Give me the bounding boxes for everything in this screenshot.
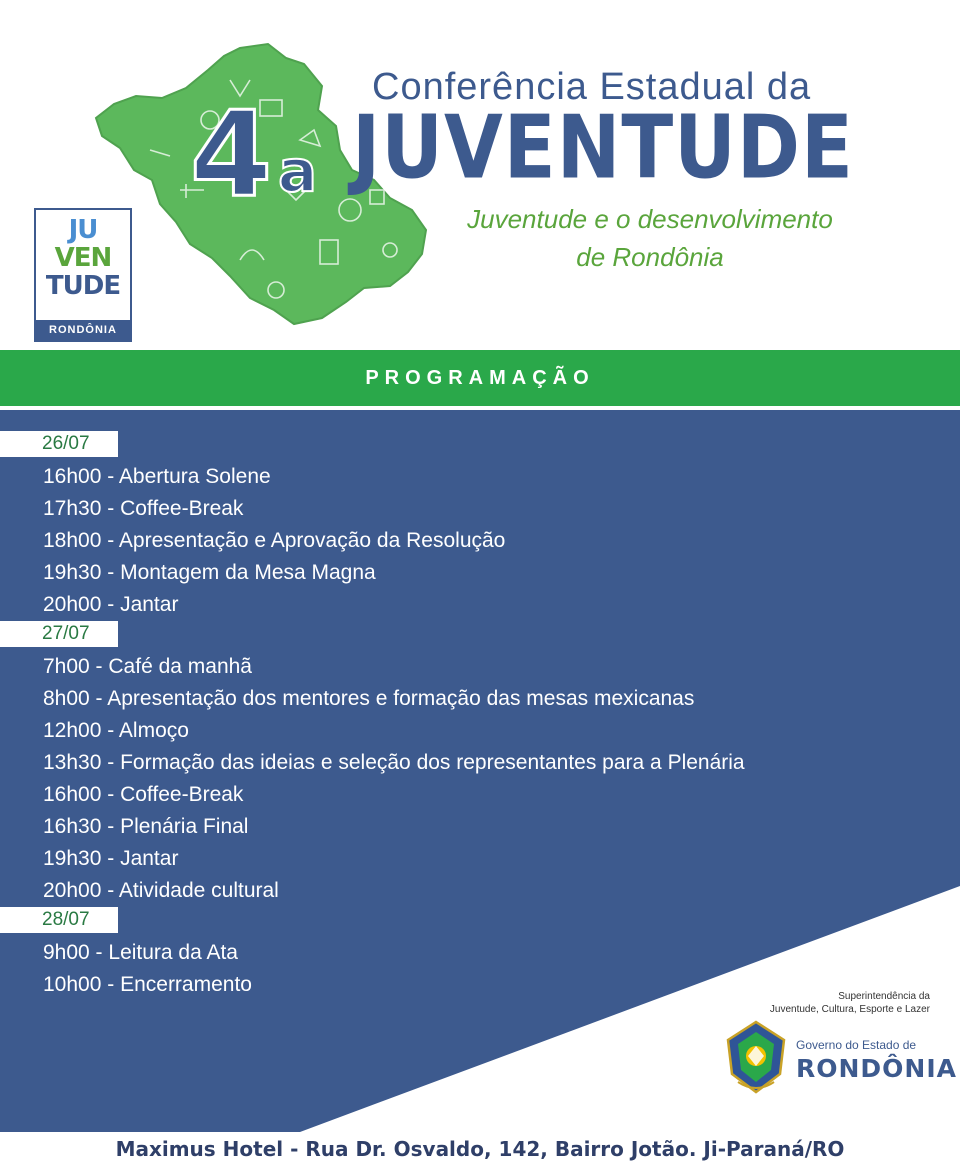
schedule-item-separator: - — [101, 497, 121, 520]
superintendency-line-1: Superintendência da — [838, 991, 930, 1002]
schedule-item-separator: - — [101, 847, 121, 870]
schedule-item-time: 20h00 — [43, 879, 102, 902]
schedule-item-separator: - — [101, 783, 121, 806]
schedule-item-description: Formação das ideias e seleção dos representantes para a Plenária — [120, 751, 745, 774]
schedule-item-time: 20h00 — [43, 593, 102, 616]
schedule-day-date: 27/07 — [0, 621, 118, 647]
schedule-item — [0, 937, 960, 969]
event-header — [0, 0, 960, 350]
schedule-item-separator: - — [101, 561, 121, 584]
schedule-item-separator: - — [89, 655, 109, 678]
schedule-item — [0, 525, 960, 557]
edition-ordinal-suffix: a — [278, 137, 318, 205]
schedule-item-description: Jantar — [120, 847, 179, 870]
logo-footer: RONDÔNIA — [36, 320, 130, 340]
schedule-item-description: Jantar — [120, 593, 179, 616]
schedule-item-description: Coffee-Break — [120, 497, 244, 520]
schedule-item — [0, 461, 960, 493]
schedule-day-date: 28/07 — [0, 907, 118, 933]
edition-number: 4 — [190, 85, 273, 223]
venue-address: Maximus Hotel - Rua Dr. Osvaldo, 142, Bairro Jotão. Ji-Paraná/RO — [115, 1137, 845, 1161]
schedule-item-description: Abertura Solene — [118, 465, 271, 488]
schedule-item-time: 16h30 — [43, 815, 102, 838]
event-subtitle — [420, 200, 880, 276]
subtitle-line-2: de Rondônia — [576, 242, 724, 272]
schedule-item — [0, 557, 960, 589]
schedule-item-time: 19h30 — [43, 847, 102, 870]
conference-line: Conferência Estadual da — [372, 66, 812, 108]
schedule-item-description: Coffee-Break — [120, 783, 244, 806]
schedule-item — [0, 493, 960, 525]
schedule-list — [0, 431, 960, 1001]
subtitle-line-1: Juventude e o desenvolvimento — [467, 204, 833, 234]
schedule-item-time: 16h00 — [43, 465, 102, 488]
schedule-item — [0, 779, 960, 811]
schedule-item-description: Apresentação dos mentores e formação das mesas mexicanas — [107, 687, 695, 710]
schedule-item — [0, 811, 960, 843]
logo-row-ju: JU — [68, 215, 98, 245]
schedule-item-time: 16h00 — [43, 783, 102, 806]
schedule-item-separator: - — [101, 973, 121, 996]
schedule-item-time: 12h00 — [43, 719, 102, 742]
superintendency-line-2: Juventude, Cultura, Esporte e Lazer — [769, 1004, 930, 1015]
schedule-item-time: 10h00 — [43, 973, 102, 996]
schedule-item-separator: - — [101, 751, 121, 774]
schedule-item — [0, 683, 960, 715]
schedule-item-separator: - — [101, 529, 119, 552]
schedule-item-time: 17h30 — [43, 497, 102, 520]
schedule-item-time: 19h30 — [43, 561, 102, 584]
schedule-item-separator: - — [101, 815, 121, 838]
schedule-item-separator: - — [101, 465, 119, 488]
schedule-item-time: 8h00 — [43, 687, 90, 710]
schedule-item-separator: - — [101, 879, 119, 902]
schedule-item-description: Almoço — [118, 719, 189, 742]
schedule-item-description: Encerramento — [120, 973, 252, 996]
schedule-day-date: 26/07 — [0, 431, 118, 457]
schedule-item — [0, 715, 960, 747]
schedule-item-time: 9h00 — [43, 941, 90, 964]
schedule-item-description: Café da manhã — [108, 655, 252, 678]
schedule-item-description: Atividade cultural — [118, 879, 279, 902]
state-crest-icon — [724, 1020, 788, 1094]
government-logo — [720, 988, 958, 1108]
schedule-item-time: 7h00 — [43, 655, 90, 678]
schedule-item — [0, 843, 960, 875]
superintendency-text — [770, 990, 930, 1016]
schedule-item-separator: - — [101, 719, 119, 742]
section-title-bar: PROGRAMAÇÃO — [0, 350, 960, 406]
schedule-item — [0, 651, 960, 683]
schedule-item-description: Montagem da Mesa Magna — [120, 561, 376, 584]
schedule-item-separator: - — [89, 687, 108, 710]
schedule-item-time: 18h00 — [43, 529, 102, 552]
schedule-item-description: Leitura da Ata — [108, 941, 238, 964]
state-name: RONDÔNIA — [796, 1054, 958, 1083]
juventude-rondonia-logo — [34, 208, 132, 342]
schedule-item — [0, 589, 960, 621]
logo-row-tude: TUDE — [45, 271, 121, 301]
main-title: JUVENTUDE — [352, 95, 854, 199]
schedule-item-description: Plenária Final — [120, 815, 249, 838]
government-name: Governo do Estado de — [796, 1038, 917, 1052]
schedule-item — [0, 875, 960, 907]
schedule-item-separator: - — [89, 941, 109, 964]
schedule-item — [0, 747, 960, 779]
logo-row-ven: VEN — [54, 243, 112, 273]
schedule-item-time: 13h30 — [43, 751, 102, 774]
schedule-item-description: Apresentação e Aprovação da Resolução — [118, 529, 506, 552]
schedule-item-separator: - — [101, 593, 121, 616]
